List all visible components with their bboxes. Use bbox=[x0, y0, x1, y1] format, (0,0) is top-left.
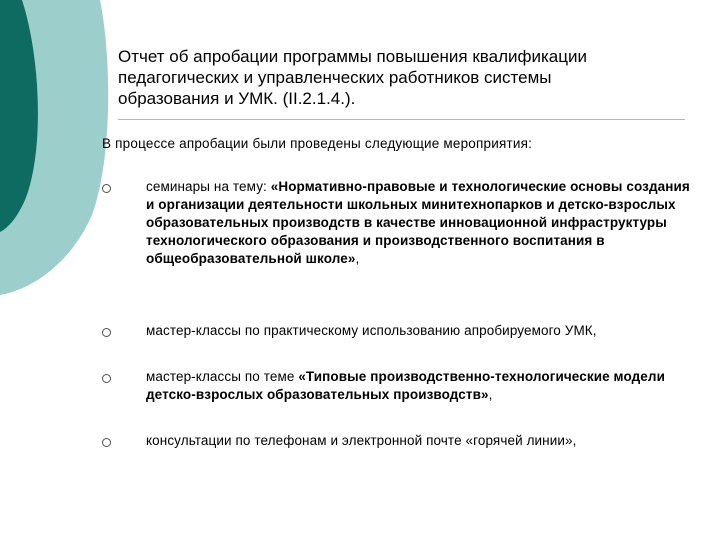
title-line-1: Отчет об апробации программы повышения квалификации bbox=[118, 47, 587, 66]
list-item-text: мастер-классы по теме «Типовые производственно-технологические модели детско-взрослых образовательных производств», bbox=[146, 369, 665, 402]
intro-text: В процессе апробации были проведены следующие мероприятия: bbox=[102, 136, 533, 151]
slide-title bbox=[118, 46, 698, 109]
list-item-text: мастер-классы по практическому использованию апробируемого УМК, bbox=[146, 323, 597, 338]
bullet-circle-icon bbox=[102, 438, 111, 447]
bullet-circle-icon bbox=[102, 184, 111, 193]
title-divider bbox=[118, 119, 685, 120]
title-line-2: педагогических и управленческих работников системы bbox=[118, 68, 552, 87]
title-line-3: образования и УМК. (II.2.1.4.). bbox=[118, 89, 356, 108]
list-item-text: консультации по телефонам и электронной почте «горячей линии», bbox=[146, 433, 577, 448]
bullet-circle-icon bbox=[102, 374, 111, 383]
decorative-corner-shapes bbox=[0, 0, 110, 300]
bullet-circle-icon bbox=[102, 328, 111, 337]
list-item-text: семинары на тему: «Нормативно-правовые и технологические основы создания и организации деятельности школьных минитехнопарков и детско-взрослых образовательных производств в качестве инновационной инфраструктуры технологического образования и производственного воспитания в общеобразовательной школе», bbox=[146, 179, 690, 266]
